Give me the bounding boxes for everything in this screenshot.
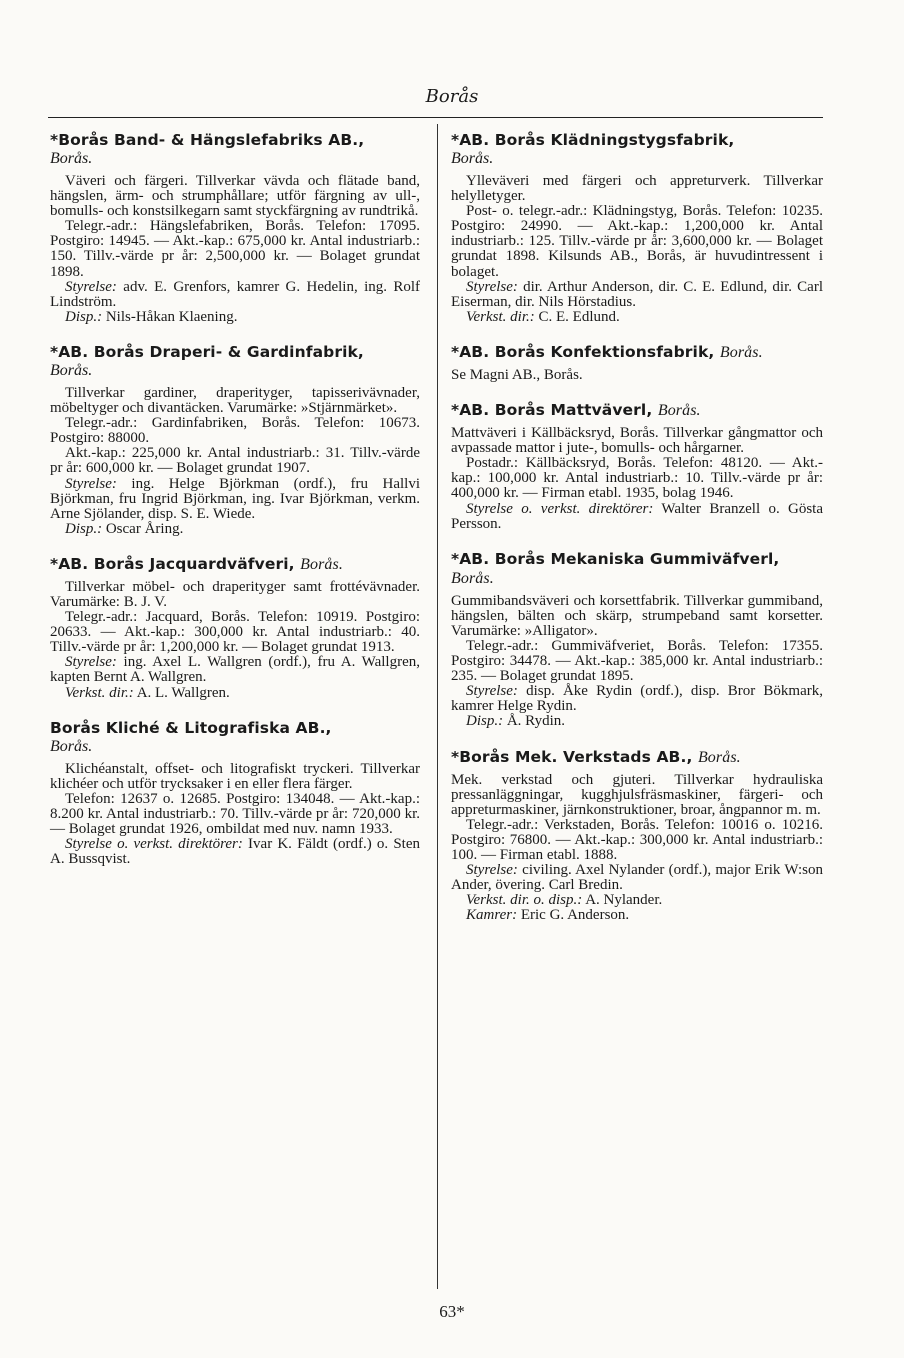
- entry-body: [50, 762, 420, 868]
- company-location: Borås.: [451, 150, 494, 167]
- board-line: [451, 502, 823, 532]
- board-members: disp. Åke Rydin (ordf.), disp. Bror Bökmark, kamrer Helge Rydin.: [451, 683, 824, 715]
- entry-paragraph: Telegr.-adr.: Verkstaden, Borås. Telefon: 10016 o. 10216. Postgiro: 76800. — Akt.-kap.: 300,000 kr. Antal industriarb.: 100. — Firman etabl. 1888.: [451, 816, 823, 863]
- board-label: Styrelse:: [65, 475, 117, 492]
- board-line: [451, 280, 823, 310]
- director-label: Verkst. dir.:: [466, 308, 535, 325]
- entry-paragraph: Postadr.: Källbäcksryd, Borås. Telefon: 48120. — Akt.-kap.: 100,000 kr. Antal industriarb.: 10. Tillv.-värde pr år: 400,000 kr. — Firman etabl. 1935, bolag 1946.: [451, 455, 823, 502]
- company-entry: [451, 131, 823, 325]
- disponent-label: Disp.:: [65, 308, 103, 325]
- company-name: *Borås Mek. Verkstads AB., Borås.: [451, 747, 741, 766]
- entry-body: [451, 174, 823, 325]
- entry-paragraph: Tillverkar gardiner, draperityger, tapisserivävnader, möbeltyger och divantäcken. Varumärke: »Stjärnmärket».: [50, 384, 420, 417]
- entry-paragraph: Post- o. telegr.-adr.: Klädningstyg, Borås. Telefon: 10235. Postgiro: 24990. — Akt.-kap.: 1,200,000 kr. Antal industriarb.: 125. Tillv.-värde pr år: 3,600,000 kr. — Bolaget grundat 1898. Kilsunds AB., Borås, är huvudintressent i bolaget.: [451, 203, 823, 280]
- entry-paragraph: Tillverkar möbel- och draperityger samt frottévävnader. Varumärke: B. J. V.: [50, 578, 420, 610]
- board-label: Styrelse:: [65, 654, 117, 671]
- entry-paragraph: Akt.-kap.: 225,000 kr. Antal industriarb.: 31. Tillv.-värde pr år: 600,000 kr. — Bolaget grundat 1907.: [50, 445, 420, 477]
- company-entry: [451, 550, 823, 730]
- entry-paragraph: Telefon: 12637 o. 12685. Postgiro: 134048. — Akt.-kap.: 8.200 kr. Antal industriarb.: 70. Tillv.-värde pr år: 720,000 kr. — Bolaget grundat 1926, ombildat med nuv. namn 1933.: [50, 790, 420, 837]
- entry-body: [50, 174, 420, 325]
- disponent-name: Oscar Åring.: [105, 520, 184, 537]
- director-label: Verkst. dir.:: [65, 684, 134, 701]
- entry-body: [451, 594, 823, 730]
- page-number: 63*: [439, 1302, 465, 1321]
- director-line: [50, 686, 420, 701]
- cross-reference: Se Magni AB., Borås.: [451, 366, 583, 383]
- company-location: Borås.: [719, 343, 763, 361]
- company-location: Borås.: [451, 569, 494, 587]
- disponent-label: Disp.:: [65, 520, 103, 537]
- entry-paragraph: Telegr.-adr.: Gummiväfveriet, Borås. Telefon: 17355. Postgiro: 34478. — Akt.-kap.: 385,000 kr. Antal industriarb.: 235. — Bolaget grundat 1895.: [451, 637, 823, 685]
- disponent-label: Disp.:: [466, 713, 504, 730]
- board-members: ing. Axel L. Wallgren (ordf.), fru A. Wallgren, kapten Bernt A. Wallgren.: [50, 654, 420, 686]
- board-label: Styrelse:: [65, 278, 117, 295]
- company-location: Borås.: [300, 555, 343, 573]
- company-name: *AB. Borås Klädningstygsfabrik,: [451, 131, 735, 149]
- board-label: Styrelse:: [466, 278, 518, 295]
- company-name: *AB. Borås Konfektionsfabrik, Borås.: [451, 342, 763, 361]
- company-location: Borås.: [657, 402, 701, 420]
- entry-paragraph: Ylleväveri med färgeri och appreturverk. Tillverkar helylletyger.: [451, 173, 823, 205]
- entry-body: [451, 368, 823, 383]
- disponent-name: Å. Rydin.: [506, 713, 565, 730]
- company-location: Borås.: [697, 748, 741, 766]
- left-column: [50, 131, 420, 867]
- entry-body: [50, 386, 420, 537]
- board-members: Ivar K. Fäldt (ordf.) o. Sten A. Bussqvist.: [50, 836, 420, 868]
- company-name: *AB. Borås Mekaniska Gummiväfverl, Borås.: [451, 549, 780, 587]
- board-line: [50, 280, 420, 310]
- company-name: Borås Kliché & Litografiska AB.,: [50, 718, 332, 737]
- board-label: Styrelse:: [466, 683, 518, 700]
- column-divider: [437, 124, 438, 1289]
- board-line: [451, 684, 823, 714]
- director-name: C. E. Edlund.: [538, 308, 620, 325]
- running-title: Borås: [425, 86, 479, 107]
- director-line: [451, 310, 823, 325]
- board-line: [451, 863, 823, 893]
- entry-paragraph: Telegr.-adr.: Hängslefabriken, Borås. Telefon: 17095. Postgiro: 14945. — Akt.-kap.: 675,000 kr. Antal industriarb.: 150. Tillv.-värde pr år: 2,500,000 kr. — Bolaget grundat 1898.: [50, 218, 420, 280]
- company-name: *AB. Borås Jacquardväfveri, Borås.: [50, 554, 343, 573]
- entry-paragraph: Gummibandsväveri och korsettfabrik. Tillverkar gummiband, hängslen, bälten och skärp, strumpeband samt korsetter. Varumärke: »Alligator».: [451, 592, 823, 639]
- disponent-line: [50, 522, 420, 537]
- entry-body: [451, 773, 823, 924]
- board-members: Walter Branzell o. Gösta Persson.: [451, 500, 824, 532]
- entry-paragraph: Mattväveri i Källbäcksryd, Borås. Tillverkar gångmattor och avpassade mattor i jute-, bomulls- och hårgarner.: [451, 425, 823, 457]
- company-name: *AB. Borås Mattväverl, Borås.: [451, 401, 701, 420]
- company-entry: [451, 748, 823, 924]
- board-members: dir. Arthur Anderson, dir. C. E. Edlund, dir. Carl Eiserman, dir. Nils Hörstadius.: [451, 278, 823, 310]
- company-entry: [50, 343, 420, 537]
- board-line: [50, 837, 420, 867]
- company-entry: [50, 131, 420, 325]
- board-members: civiling. Axel Nylander (ordf.), major Erik W:son Ander, övering. Carl Bredin.: [451, 862, 823, 894]
- company-name: *AB. Borås Draperi- & Gardinfabrik,: [50, 342, 364, 361]
- company-entry: [451, 343, 823, 383]
- company-entry: [451, 401, 823, 532]
- board-line: [50, 655, 420, 685]
- entry-paragraph: Väveri och färgeri. Tillverkar vävda och flätade band, hängslen, ärm- och strumphållare; utför färgning av ull-, bomulls- och konstsilkegarn samt styckfärgning av rundtrikå.: [50, 173, 420, 220]
- disponent-line: [451, 714, 823, 729]
- accountant-name: Eric G. Anderson.: [520, 907, 630, 924]
- board-members: ing. Helge Björkman (ordf.), fru Hallvi Björkman, fru Ingrid Björkman, ing. Ivar Björkman, verkm. Arne Sjölander, disp. S. E. Wiede.: [50, 475, 420, 522]
- board-label: Styrelse o. verkst. direktörer:: [65, 836, 243, 853]
- entry-body: [50, 580, 420, 701]
- company-location: Borås.: [50, 737, 93, 755]
- director-name: A. Nylander.: [585, 892, 663, 909]
- board-members: adv. E. Grenfors, kamrer G. Hedelin, ing. Rolf Lindström.: [50, 278, 420, 310]
- entry-body: [451, 426, 823, 532]
- header-rule: [48, 117, 823, 118]
- entry-paragraph: Mek. verkstad och gjuteri. Tillverkar hydrauliska pressanläggningar, kugghjulsfräsmaskiner, färgeri- och appreturmaskiner, järnkonstruktioner, broar, ångpannor m. m.: [451, 771, 823, 818]
- entry-paragraph: Telegr.-adr.: Gardinfabriken, Borås. Telefon: 10673. Postgiro: 88000.: [50, 415, 420, 447]
- company-entry: [50, 719, 420, 868]
- director-name: A. L. Wallgren.: [136, 684, 230, 701]
- company-location: Borås.: [50, 150, 93, 167]
- entry-paragraph: Klichéanstalt, offset- och litografiskt tryckeri. Tillverkar klichéer och utför trycksaker i en eller flera färger.: [50, 760, 420, 792]
- director-line: [451, 893, 823, 908]
- accountant-label: Kamrer:: [466, 907, 518, 924]
- accountant-line: [451, 908, 823, 923]
- entry-paragraph: Telegr.-adr.: Jacquard, Borås. Telefon: 10919. Postgiro: 20633. — Akt.-kap.: 300,000 kr. Antal industriarb.: 40. Tillv.-värde pr år: 1,200,000 kr. — Bolaget grundat 1913.: [50, 609, 420, 656]
- company-location: Borås.: [50, 361, 93, 379]
- board-line: [50, 477, 420, 522]
- board-label: Styrelse o. verkst. direktörer:: [466, 500, 654, 517]
- right-column: [451, 131, 823, 923]
- disponent-name: Nils-Håkan Klaening.: [105, 308, 238, 325]
- company-name: *Borås Band- & Hängslefabriks AB.,: [50, 131, 365, 149]
- disponent-line: [50, 310, 420, 325]
- company-entry: [50, 555, 420, 701]
- director-label: Verkst. dir. o. disp.:: [466, 892, 583, 909]
- board-label: Styrelse:: [466, 862, 518, 879]
